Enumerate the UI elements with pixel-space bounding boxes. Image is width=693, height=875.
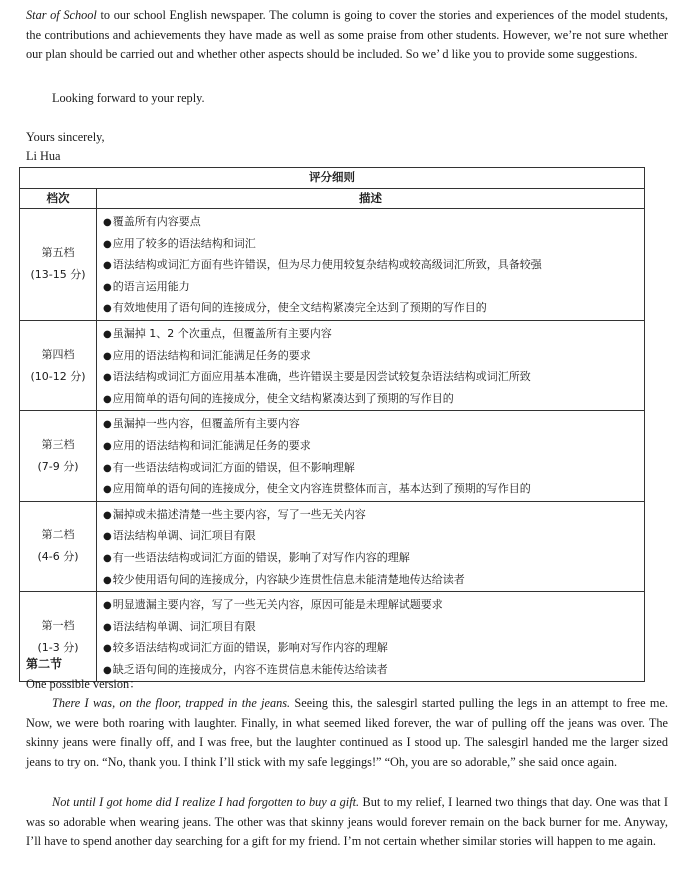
level-score-range: (7-9 分) — [37, 460, 79, 474]
level-score-range: (13-15 分) — [30, 268, 86, 282]
criterion-item: ● 较少使用语句间的连接成分，内容缺少连贯性信息未能清楚地传达给读者 — [103, 570, 644, 592]
rubric-row — [20, 209, 645, 321]
criterion-item: ● 有一些语法结构或词汇方面的错误，影响了对写作内容的理解 — [103, 548, 644, 570]
story-paragraph-text: But to my relief, I learned two things that day. One was that I was so adorable when wearing jeans. The other was that skinny jeans would forever remain on the back burner for me. Anyway, I’ll have to spend another day searching for a gift for my friend. I’m not certain whether similar stories will happen to me again. — [26, 795, 668, 848]
level-description — [97, 209, 645, 321]
level-score-range: (1-3 分) — [37, 640, 79, 654]
level-description — [97, 592, 645, 682]
column-name: Star of School — [26, 8, 97, 22]
level-description — [97, 501, 645, 591]
letter-closing-line: Looking forward to your reply. — [52, 91, 205, 105]
criterion-item: ● 明显遗漏主要内容，写了一些无关内容，原因可能是未理解试题要求 — [103, 595, 644, 617]
criterion-item: ● 语法结构单调、词汇项目有限 — [103, 526, 644, 548]
given-sentence: Not until I got home did I realize I had forgotten to buy a gift. — [52, 795, 360, 809]
criterion-item: ● 应用简单的语句间的连接成分，使全文结构紧凑达到了预期的写作目的 — [103, 389, 644, 411]
criterion-item: ● 应用简单的语句间的连接成分，使全文内容连贯整体而言，基本达到了预期的写作目的 — [103, 479, 644, 501]
criterion-continuation-text: 的语言运用能力 — [112, 279, 190, 293]
rubric-row — [20, 411, 645, 501]
scoring-rubric-table — [19, 167, 645, 682]
criterion-item: ● 应用的语法结构和词汇能满足任务的要求 — [103, 436, 644, 458]
level-cell — [20, 209, 97, 321]
criterion-item: ● 语法结构单调、词汇项目有限 — [103, 617, 644, 639]
level-name: 第三档 — [41, 438, 75, 452]
level-description — [97, 411, 645, 501]
level-cell — [20, 320, 97, 410]
rubric-row — [20, 501, 645, 591]
criterion-item: ● 语法结构或词汇方面有些许错误，但为尽力使用较复杂结构或较高级词汇所致，具备较强 — [103, 255, 644, 277]
letter-salutation-closing: Yours sincerely, — [26, 130, 105, 144]
criterion-item: ● 漏掉或未描述清楚一些主要内容，写了一些无关内容 — [103, 505, 644, 527]
letter-signature: Li Hua — [26, 149, 61, 163]
criterion-item: ● 缺乏语句间的连接成分，内容不连贯信息未能传达给读者 — [103, 660, 644, 682]
criterion-item: ● 有效地使用了语句间的连接成分，使全文结构紧凑完全达到了预期的写作目的 — [103, 298, 644, 320]
criterion-item: ● 语法结构或词汇方面应用基本准确，些许错误主要是因尝试较复杂语法结构或词汇所致 — [103, 367, 644, 389]
criterion-item: ● 较多语法结构或词汇方面的错误，影响对写作内容的理解 — [103, 638, 644, 660]
story-paragraph-text: Seeing this, the salesgirl started pulling the legs in an attempt to free me. Now, we were both roaring with laughter. Finally, in what seemed liked forever, the war of pulling off the jeans was over. The skinny jeans were finally off, and I was free, but the laughter continued as I stood up. The salesgirl handed me the larger sized jeans to try on. “No, thank you. I think I’ll stick with my safe leggings!” “Oh, you are so adorable,” she said once again. — [26, 696, 668, 769]
level-cell — [20, 411, 97, 501]
rubric-row — [20, 320, 645, 410]
letter-paragraph-text: to our school English newspaper. The column is going to cover the stories and experiences of the model students, the contributions and achievements they have made as well as some praise from other students. However, we’re not sure whether our plan should be carried out and whether other aspects should be included. So we’ d like you to provide some suggestions. — [26, 8, 669, 61]
rubric-header-description: 描述 — [97, 188, 645, 209]
section-title: 第二节 — [26, 657, 63, 671]
story-paragraph — [26, 793, 668, 852]
level-cell — [20, 501, 97, 591]
rubric-row — [20, 592, 645, 682]
criterion-item: ● 有一些语法结构或词汇方面的错误，但不影响理解 — [103, 458, 644, 480]
level-name: 第二档 — [41, 528, 75, 542]
story-paragraph — [26, 694, 668, 772]
level-name: 第五档 — [41, 246, 75, 260]
given-sentence: There I was, on the floor, trapped in the jeans. — [52, 696, 291, 710]
level-description — [97, 320, 645, 410]
level-name: 第四档 — [41, 347, 75, 361]
level-score-range: (10-12 分) — [30, 369, 86, 383]
letter-paragraph — [26, 6, 668, 65]
criterion-item: ● 应用了较多的语法结构和词汇 — [103, 234, 644, 256]
criterion-item: ● 虽漏掉一些内容，但覆盖所有主要内容 — [103, 414, 644, 436]
rubric-header-level: 档次 — [20, 188, 97, 209]
criterion-item: ● 应用的语法结构和词汇能满足任务的要求 — [103, 346, 644, 368]
criterion-item-continuation — [103, 277, 644, 299]
criterion-item: ● 覆盖所有内容要点 — [103, 212, 644, 234]
version-label: One possible version： — [26, 677, 142, 691]
level-score-range: (4-6 分) — [37, 550, 79, 564]
rubric-title: 评分细则 — [20, 168, 645, 189]
level-name: 第一档 — [41, 618, 75, 632]
criterion-item: ● 虽漏掉 1、2 个次重点，但覆盖所有主要内容 — [103, 324, 644, 346]
